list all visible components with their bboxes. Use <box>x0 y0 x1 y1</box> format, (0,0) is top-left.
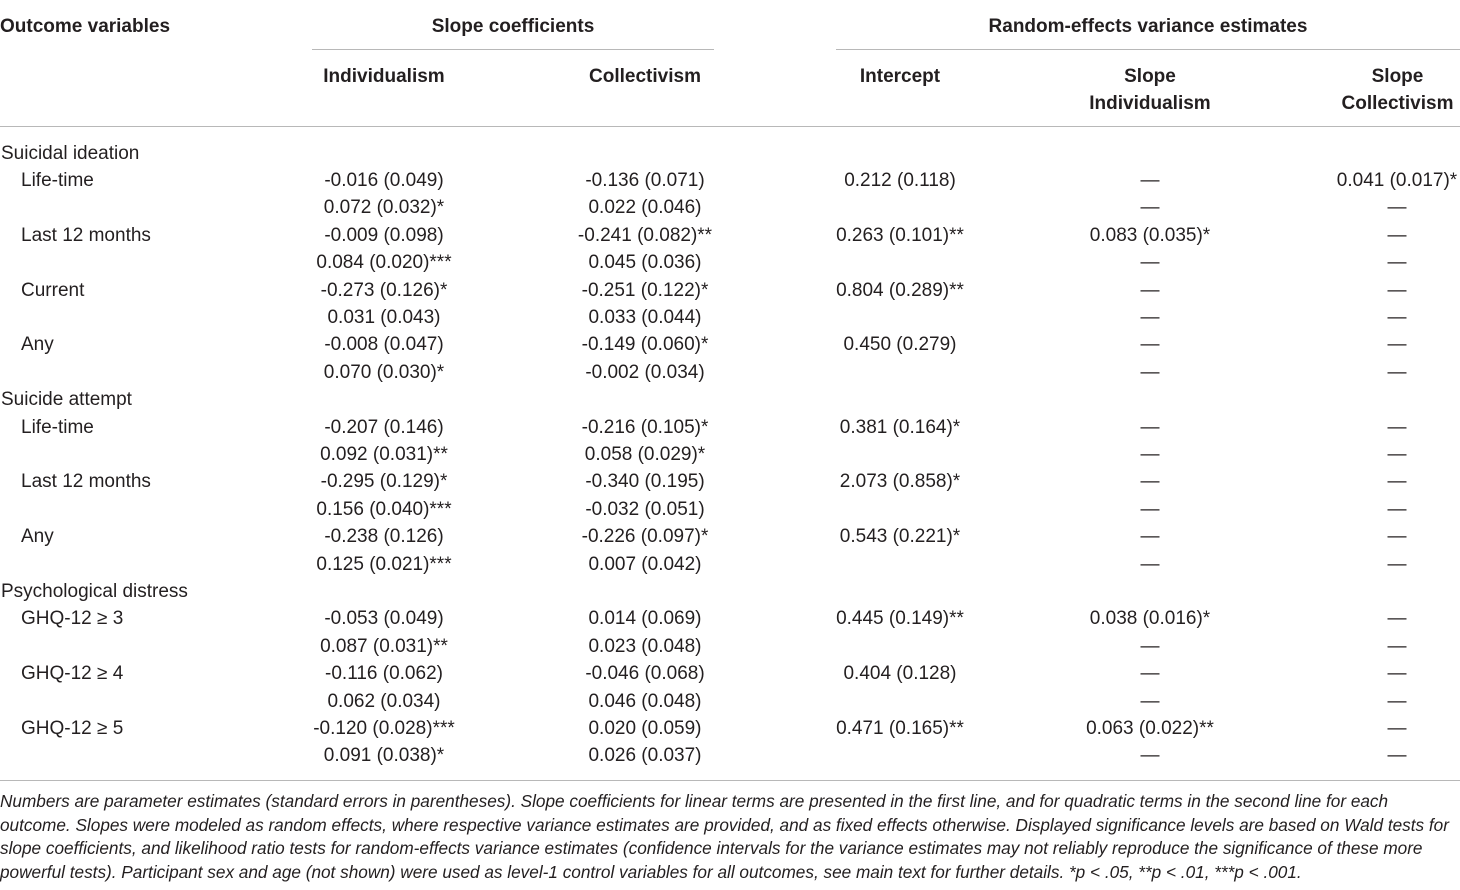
cell-intercept: 0.450 (0.279) <box>843 334 957 356</box>
cell-slope-ind: — <box>1140 197 1160 219</box>
row-label: GHQ-12 ≥ 3 <box>21 608 124 630</box>
cell-slope-col: — <box>1387 252 1407 274</box>
cell-col: -0.216 (0.105)* <box>581 416 709 438</box>
cell-slope-ind: 0.038 (0.016)* <box>1089 608 1211 630</box>
cell-intercept: 0.404 (0.128) <box>843 663 957 685</box>
cell-col: -0.002 (0.034) <box>585 361 705 383</box>
cell-ind: 0.062 (0.034) <box>327 690 441 712</box>
cell-intercept: 0.445 (0.149)** <box>836 608 964 630</box>
table-bottom-rule <box>0 780 1460 781</box>
header-individualism: Individualism <box>323 66 445 87</box>
header-slope-collectivism-line1: Slope <box>1371 66 1424 87</box>
cell-slope-col: — <box>1387 334 1407 356</box>
cell-ind: 0.156 (0.040)*** <box>316 498 452 520</box>
cell-ind: -0.120 (0.028)*** <box>313 717 455 739</box>
cell-ind: 0.031 (0.043) <box>327 306 441 328</box>
row-group-label: Suicidal ideation <box>1 142 140 164</box>
cell-col: 0.058 (0.029)* <box>584 443 706 465</box>
cell-slope-col: — <box>1387 306 1407 328</box>
cell-slope-ind: — <box>1140 334 1160 356</box>
cell-intercept: 0.543 (0.221)* <box>839 526 961 548</box>
header-slope-individualism <box>1050 63 1250 117</box>
cell-intercept: 0.263 (0.101)** <box>836 224 964 246</box>
cell-col: -0.136 (0.071) <box>585 169 705 191</box>
cell-col: 0.007 (0.042) <box>588 553 702 575</box>
cell-intercept: 0.381 (0.164)* <box>839 416 961 438</box>
cell-slope-ind: — <box>1140 471 1160 493</box>
cell-slope-col: 0.041 (0.017)* <box>1336 169 1458 191</box>
cell-ind: 0.072 (0.032)* <box>323 197 445 219</box>
header-intercept: Intercept <box>859 66 941 87</box>
cell-slope-ind: — <box>1140 279 1160 301</box>
cell-slope-col: — <box>1387 745 1407 767</box>
table-footnote: Numbers are parameter estimates (standard errors in parentheses). Slope coefficients for linear terms are presented in the first line, and for quadratic terms in the second line for each outcome. Slopes were modeled as random effects, where respective variance estimates are provided, and as fixed effects otherwise. Displayed significance levels are based on Wald tests for slope coefficients, and likelihood ratio tests for random-effects variance estimates (confidence intervals for the variance estimates may not reliably reproduce the significance of these more powerful tests). Participant sex and age (not shown) were used as level-1 control variables for all outcomes, see main text for further details. *p < .05, **p < .01, ***p < .001. <box>0 791 1449 882</box>
cell-ind: -0.273 (0.126)* <box>320 279 448 301</box>
cell-col: -0.340 (0.195) <box>585 471 705 493</box>
header-outcome-variables: Outcome variables <box>0 16 171 37</box>
cell-slope-col: — <box>1387 279 1407 301</box>
cell-slope-ind: — <box>1140 443 1160 465</box>
cell-ind: 0.084 (0.020)*** <box>316 252 452 274</box>
cell-intercept: 2.073 (0.858)* <box>839 471 961 493</box>
cell-slope-ind: — <box>1140 663 1160 685</box>
header-collectivism: Collectivism <box>589 66 701 87</box>
cell-slope-ind: — <box>1140 553 1160 575</box>
cell-ind: -0.053 (0.049) <box>324 608 444 630</box>
cell-ind: -0.009 (0.098) <box>324 224 444 246</box>
cell-col: -0.149 (0.060)* <box>581 334 709 356</box>
cell-slope-ind: 0.063 (0.022)** <box>1086 717 1214 739</box>
cell-slope-col: — <box>1387 224 1407 246</box>
cell-ind: 0.125 (0.021)*** <box>316 553 452 575</box>
cell-slope-col: — <box>1387 361 1407 383</box>
row-group-label: Suicide attempt <box>1 389 132 411</box>
row-label: Any <box>21 526 54 548</box>
cell-ind: -0.207 (0.146) <box>324 416 444 438</box>
cell-slope-ind: — <box>1140 526 1160 548</box>
cell-slope-col: — <box>1387 717 1407 739</box>
row-label: Last 12 months <box>21 471 151 493</box>
row-label: GHQ-12 ≥ 4 <box>21 663 124 685</box>
row-label: Last 12 months <box>21 224 151 246</box>
cell-slope-col: — <box>1387 471 1407 493</box>
cell-slope-ind: — <box>1140 306 1160 328</box>
row-label: Life-time <box>21 169 94 191</box>
cell-col: 0.014 (0.069) <box>588 608 702 630</box>
header-slope-collectivism-line2: Collectivism <box>1341 93 1454 114</box>
cell-slope-ind: — <box>1140 361 1160 383</box>
cell-ind: -0.016 (0.049) <box>324 169 444 191</box>
cell-slope-ind: — <box>1140 252 1160 274</box>
cell-col: -0.251 (0.122)* <box>581 279 709 301</box>
cell-ind: 0.087 (0.031)** <box>320 635 448 657</box>
row-group-label: Psychological distress <box>1 580 188 602</box>
header-slope-collectivism <box>1320 63 1460 117</box>
row-label: Any <box>21 334 54 356</box>
cell-slope-col: — <box>1387 416 1407 438</box>
cell-slope-col: — <box>1387 526 1407 548</box>
cell-slope-col: — <box>1387 690 1407 712</box>
cell-col: 0.045 (0.036) <box>588 252 702 274</box>
cell-col: 0.022 (0.046) <box>588 197 702 219</box>
cell-col: -0.241 (0.082)** <box>577 224 713 246</box>
cell-ind: -0.116 (0.062) <box>325 663 443 685</box>
cell-slope-col: — <box>1387 443 1407 465</box>
cell-col: -0.046 (0.068) <box>585 663 705 685</box>
cell-col: 0.020 (0.059) <box>588 717 702 739</box>
cell-ind: -0.295 (0.129)* <box>320 471 448 493</box>
cell-slope-col: — <box>1387 608 1407 630</box>
cell-slope-ind: — <box>1140 690 1160 712</box>
cell-col: 0.033 (0.044) <box>588 306 702 328</box>
cell-slope-col: — <box>1387 197 1407 219</box>
cell-col: 0.046 (0.048) <box>588 690 702 712</box>
cell-slope-ind: — <box>1140 745 1160 767</box>
cell-intercept: 0.212 (0.118) <box>844 169 956 191</box>
row-label: GHQ-12 ≥ 5 <box>21 717 124 739</box>
slope-group-underline <box>312 49 714 50</box>
header-slope-coefficients: Slope coefficients <box>431 16 595 37</box>
header-bottom-rule <box>0 126 1460 127</box>
row-label: Current <box>21 279 85 301</box>
cell-ind: -0.008 (0.047) <box>324 334 444 356</box>
row-label: Life-time <box>21 416 94 438</box>
cell-slope-ind: — <box>1140 416 1160 438</box>
cell-intercept: 0.471 (0.165)** <box>836 717 964 739</box>
cell-slope-col: — <box>1387 663 1407 685</box>
header-random-effects: Random-effects variance estimates <box>988 16 1308 37</box>
random-group-underline <box>836 49 1460 50</box>
cell-intercept: 0.804 (0.289)** <box>836 279 964 301</box>
cell-slope-ind: — <box>1140 635 1160 657</box>
cell-ind: 0.091 (0.038)* <box>323 745 445 767</box>
cell-col: 0.023 (0.048) <box>588 635 702 657</box>
header-slope-individualism-line1: Slope <box>1124 66 1176 87</box>
cell-slope-col: — <box>1387 635 1407 657</box>
cell-slope-ind: — <box>1140 169 1160 191</box>
header-slope-individualism-line2: Individualism <box>1089 93 1211 114</box>
cell-ind: 0.070 (0.030)* <box>323 361 445 383</box>
cell-slope-ind: 0.083 (0.035)* <box>1089 224 1211 246</box>
cell-slope-col: — <box>1387 553 1407 575</box>
cell-ind: -0.238 (0.126) <box>324 526 444 548</box>
cell-col: 0.026 (0.037) <box>588 745 702 767</box>
cell-ind: 0.092 (0.031)** <box>320 443 448 465</box>
cell-col: -0.226 (0.097)* <box>581 526 709 548</box>
cell-col: -0.032 (0.051) <box>585 498 705 520</box>
cell-slope-ind: — <box>1140 498 1160 520</box>
cell-slope-col: — <box>1387 498 1407 520</box>
